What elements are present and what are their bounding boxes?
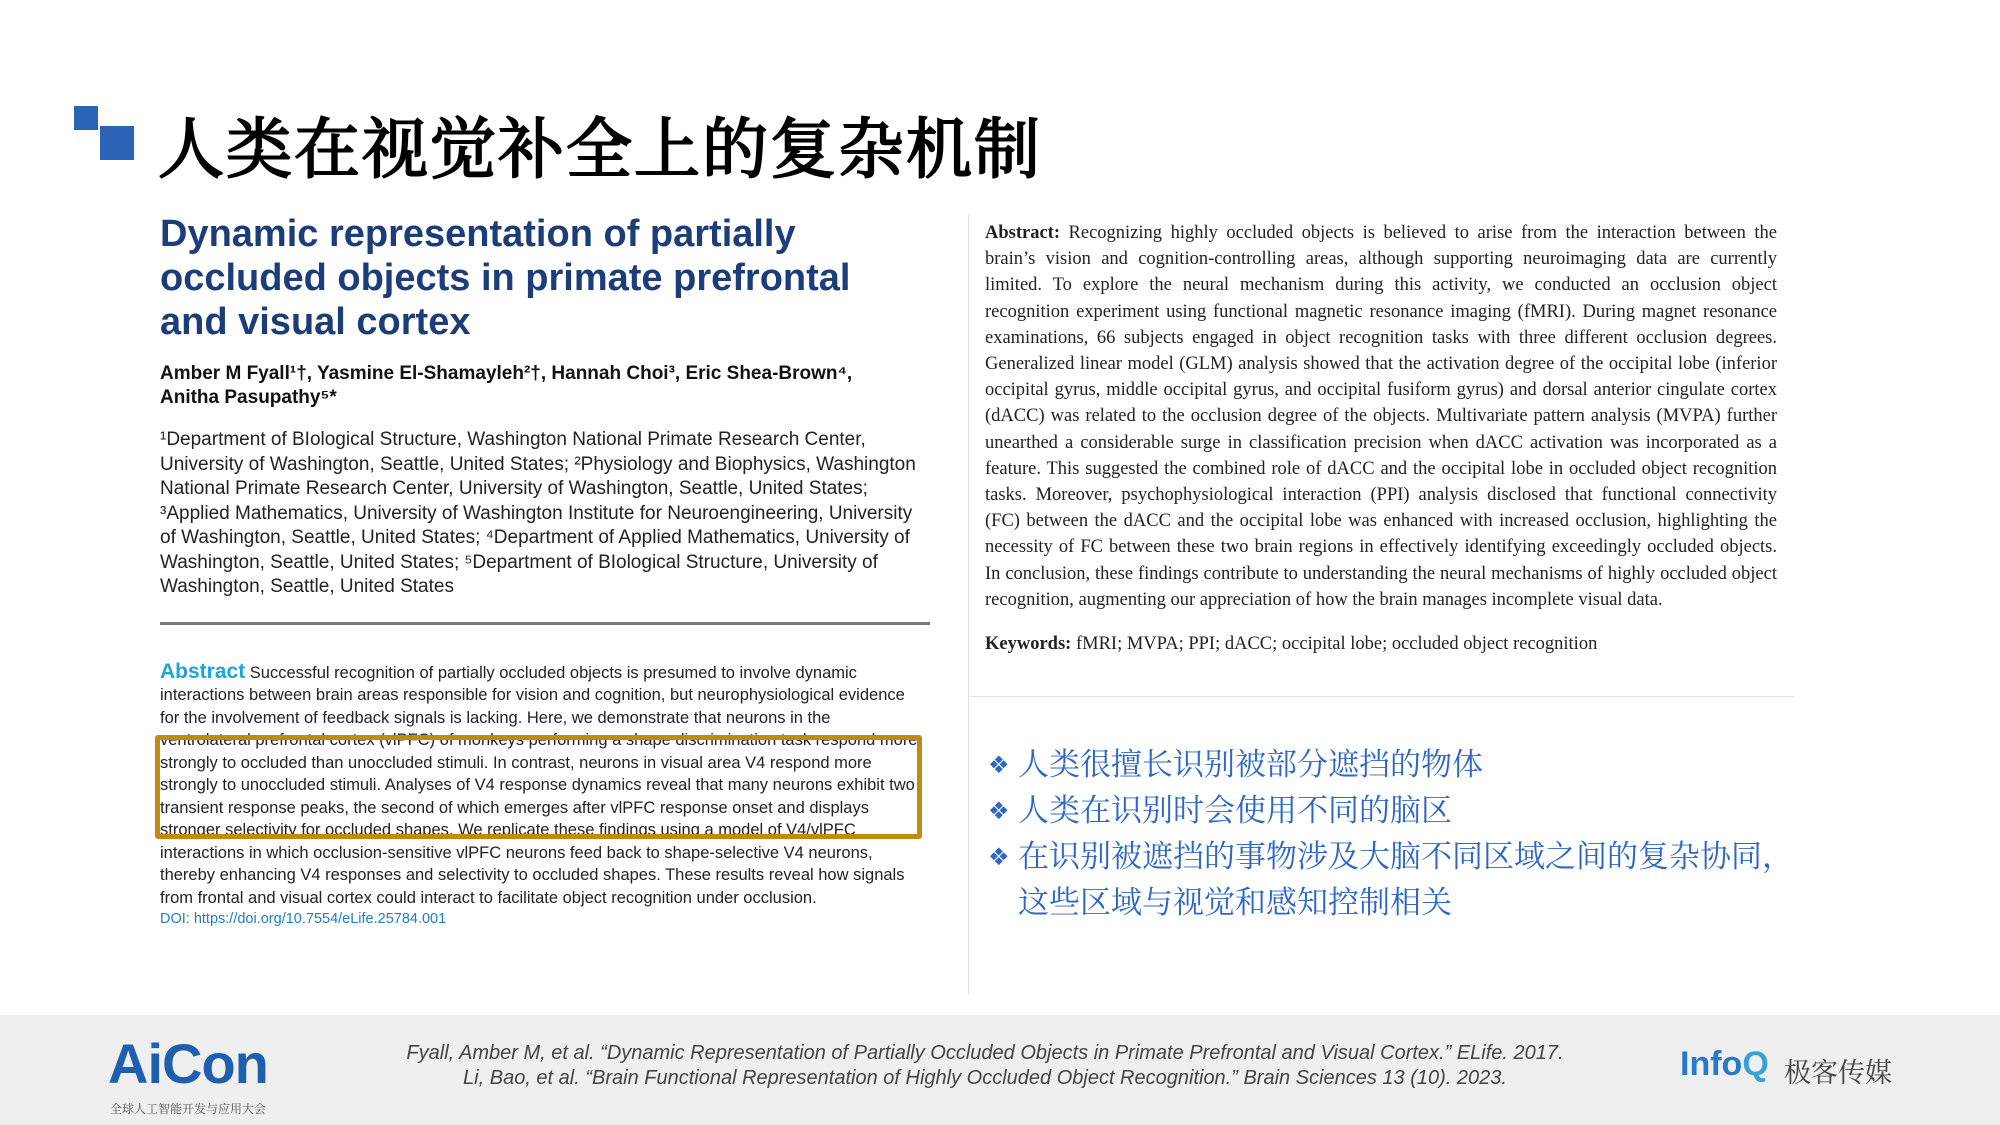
citation-1: Fyall, Amber M, et al. “Dynamic Representation of Partially Occluded Objects in Primate Prefrontal and Visual Cortex.” ELife. 2017. [406,1042,1564,1064]
right-abstract-label: Abstract: [985,223,1061,243]
title-square-large [100,126,134,160]
keywords-text: fMRI; MVPA; PPI; dACC; occipital lobe; occluded object recognition [1075,634,1598,655]
diamond-bullet-icon: ❖ [988,797,1010,825]
keywords [985,631,1777,657]
diamond-bullet-icon: ❖ [988,843,1010,871]
doi-link[interactable]: DOI: https://doi.org/10.7554/eLife.25784.001 [160,911,447,927]
divider-line [160,622,930,625]
aicon-logo-subtitle: 全球人工智能开发与应用大会 [110,1102,267,1116]
jike-logo: 极客传媒 [1784,1058,1892,1089]
bullet-list [988,742,1808,926]
citations [340,1041,1630,1091]
slide-title: 人类在视觉补全上的复杂机制 [158,111,1042,188]
diamond-bullet-icon: ❖ [988,751,1010,779]
vertical-divider [968,215,969,995]
bullet-item [988,742,1808,788]
bullet-text: 人类很擅长识别被部分遮挡的物体 [1018,747,1483,783]
abstract-text: Successful recognition of partially occluded objects is presumed to involve dynamic interactions between brain areas responsible for vision and cognition, but neurophysiological evidence for the involvement of feedback signals is lacking. Here, we demonstrate that neurons in the ventrolateral prefrontal cortex (vlPFC) of monkeys performing a shape discrimination task respond more strongly to occluded than unoccluded stimuli. In contrast, neurons in visual area V4 respond more strongly to unoccluded stimuli. Analyses of V4 response dynamics reveal that many neurons exhibit two transient response peaks, the second of which emerges after vlPFC response onset and displays stronger selectivity for occluded shapes. We replicate these findings using a model of V4/vlPFC interactions in which occlusion-sensitive vlPFC neurons feed back to shape-selective V4 neurons, thereby enhancing V4 responses and selectivity to occluded shapes. These results reveal how signals from frontal and visual cortex could interact to facilitate object recognition under occlusion. [160,663,918,907]
abstract-heading: Abstract [160,659,246,683]
aicon-logo: AiCon [108,1032,268,1095]
bullet-item [988,834,1808,926]
infoq-logo-q: Q [1742,1045,1769,1083]
right-abstract [985,220,1777,613]
paper-title: Dynamic representation of partially occluded objects in primate prefrontal and visual cortex [160,213,851,343]
highlight-box [155,735,922,839]
right-bottom-rule [968,696,1794,697]
bullet-text: 人类在识别时会使用不同的脑区 [1018,793,1452,829]
title-square-icon [74,106,134,166]
footer-bar [0,1015,2000,1125]
title-square-small [74,106,98,130]
bullet-text: 在识别被遮挡的事物涉及大脑不同区域之间的复杂协同，这些区域与视觉和感知控制相关 [1018,839,1793,921]
infoq-logo [1680,1045,1769,1084]
right-abstract-text: Recognizing highly occluded objects is believed to arise from the interaction between the brain’s vision and cognition-controlling areas, although supporting neuroimaging data are currently limited. To explore the neural mechanism during this activity, we conducted an occlusion object recognition experiment using functional magnetic resonance imaging (fMRI). During magnet resonance examinations, 66 subjects engaged in object recognition tasks with three different occlusion degrees. Generalized linear model (GLM) analysis showed that the activation degree of the occipital lobe (inferior occipital gyrus, middle occipital gyrus, and occipital fusiform gyrus) and dorsal anterior cingulate cortex (dACC) was related to the occlusion degree of the objects. Multivariate pattern analysis (MVPA) further unearthed a considerable surge in classification precision when dACC activation was incorporated as a feature. This suggested the combined role of dACC and the occipital lobe in occluded object recognition tasks. Moreover, psychophysiological interaction (PPI) analysis disclosed that functional connectivity (FC) between the dACC and the occipital lobe was enhanced with increased occlusion, highlighting the necessity of FC between these two brain regions in effectively identifying exceedingly occluded objects. In conclusion, these findings contribute to understanding the neural mechanisms of highly occluded object recognition, augmenting our appreciation of how the brain manages incomplete visual data. [985,223,1777,610]
left-paper-excerpt [160,212,932,992]
paper-affiliations: ¹Department of BIological Structure, Washington National Primate Research Center, University of Washington, Seattle, United States; ²Physiology and Biophysics, Washington National Primate Research Center, University of Washington, Seattle, United States; ³Applied Mathematics, University of Washington Institute for Neuroengineering, University of Washington, Seattle, United States; ⁴Department of Applied Mathematics, University of Washington, Seattle, United States; ⁵Department of BIological Structure, University of Washington, Seattle, United States [160,429,916,597]
citation-2: Li, Bao, et al. “Brain Functional Representation of Highly Occluded Object Recognition.” Brain Sciences 13 (10). 2023. [463,1067,1507,1089]
right-paper-excerpt [985,220,1777,657]
bullet-item [988,788,1808,834]
infoq-logo-main: Info [1680,1045,1743,1083]
keywords-label: Keywords: [985,634,1072,655]
paper-authors: Amber M Fyall¹†, Yasmine El-Shamayleh²†, Hannah Choi³, Eric Shea-Brown⁴, Anitha Pasupathy⁵* [160,363,853,408]
